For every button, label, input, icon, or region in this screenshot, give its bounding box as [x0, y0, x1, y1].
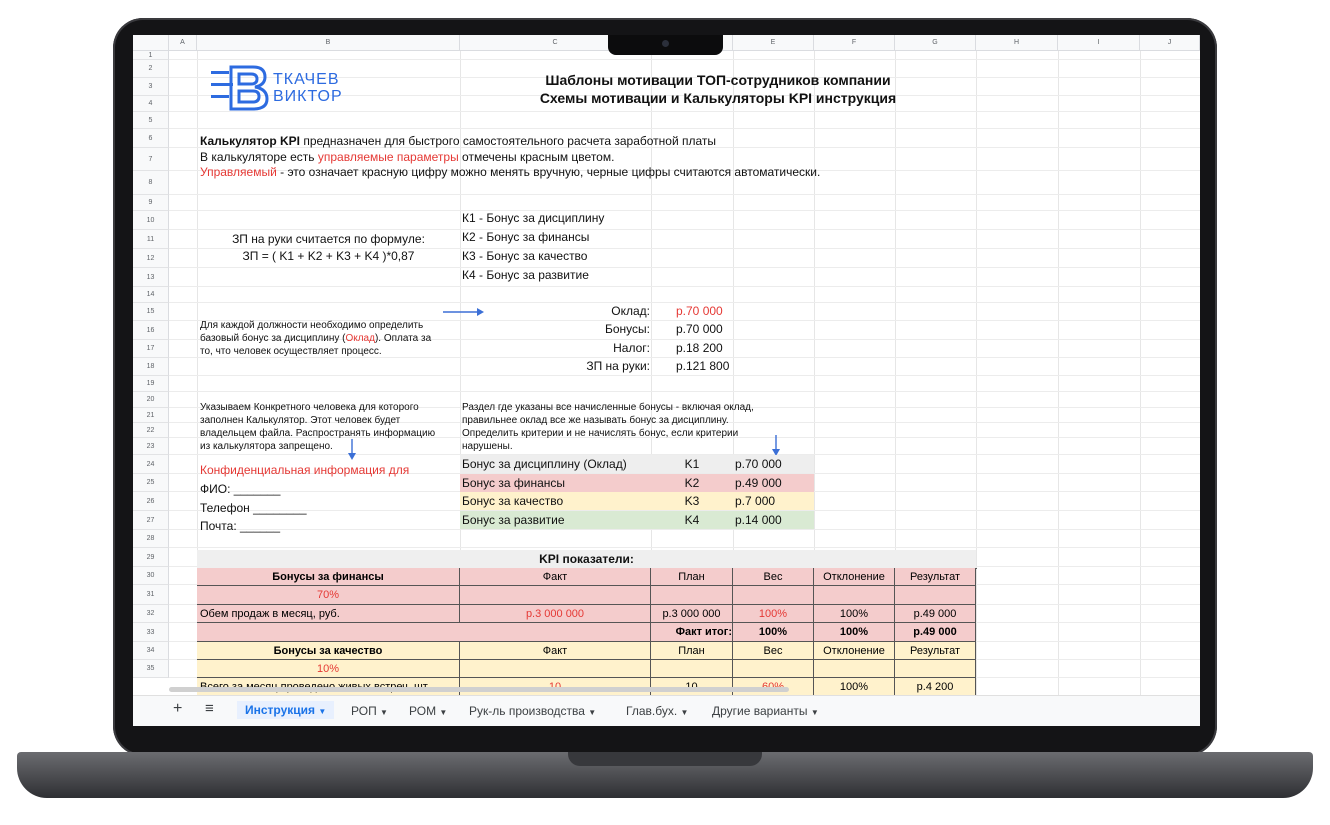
tab-label: РОП — [351, 704, 377, 718]
grid-line — [169, 529, 1200, 530]
note-base-text: ). Оплата за — [374, 333, 432, 344]
row-header[interactable]: 25 — [133, 474, 169, 492]
intro-text: - это означает красную цифру можно менять вручную, черные цифры считаются автоматически. — [276, 165, 821, 179]
row-header[interactable]: 6 — [133, 129, 169, 148]
camera-icon — [662, 40, 669, 47]
intro-text: предназначен для быстрого самостоятельного расчета заработной платы — [300, 134, 717, 148]
intro-line-2 — [200, 150, 614, 164]
note-person-line: из калькулятора запрещено. — [200, 441, 333, 452]
tab-label: Рук-ль производства — [469, 704, 585, 718]
finance-total-weight: 100% — [733, 623, 814, 642]
column-header-e[interactable]: E — [733, 35, 814, 51]
chevron-down-icon: ▼ — [380, 708, 388, 717]
chevron-down-icon: ▼ — [680, 708, 689, 717]
row-header[interactable]: 31 — [133, 585, 169, 605]
note-base-line — [200, 333, 431, 344]
quality-header: Бонусы за качество — [197, 642, 460, 660]
salary-label: Налог: — [613, 341, 650, 355]
intro-line-3 — [200, 165, 820, 179]
grid-line — [169, 286, 1200, 287]
column-header-f[interactable]: F — [814, 35, 895, 51]
finance-empty-cell — [460, 586, 651, 605]
note-section-line: правильнее оклад все же называть бонус за дисциплину. — [462, 415, 729, 426]
bonus-value[interactable]: р.14 000 — [735, 513, 782, 527]
finance-result: р.49 000 — [895, 605, 976, 623]
row-header[interactable]: 14 — [133, 287, 169, 303]
tab-label: Глав.бух. — [626, 704, 678, 718]
tab-production-head[interactable] — [469, 704, 596, 718]
grid-line — [169, 111, 1200, 112]
column-header-a[interactable]: A — [169, 35, 197, 51]
row-header[interactable]: 22 — [133, 423, 169, 438]
row-header[interactable]: 16 — [133, 321, 169, 340]
finance-weight[interactable]: 100% — [733, 605, 814, 623]
note-base-red: Оклад — [345, 333, 375, 344]
all-sheets-menu-icon[interactable]: ≡ — [205, 700, 214, 717]
grid-line — [169, 267, 1200, 268]
row-header[interactable]: 29 — [133, 548, 169, 567]
row-header[interactable]: 17 — [133, 340, 169, 358]
row-header[interactable]: 20 — [133, 392, 169, 408]
note-section-line: нарушены. — [462, 441, 513, 452]
row-header[interactable]: 27 — [133, 511, 169, 530]
bonus-name[interactable]: Бонус за развитие — [462, 513, 565, 527]
note-person-line: владельцем файла. Распространять информацию — [200, 428, 436, 439]
intro-text: отмечены красным цветом. — [458, 150, 615, 164]
row-header[interactable]: 1 — [133, 51, 169, 60]
salary-label: Бонусы: — [605, 322, 650, 336]
row-header[interactable]: 30 — [133, 567, 169, 585]
logo-text-line2: ВИКТОР — [273, 88, 343, 105]
finance-deviation: 100% — [814, 605, 895, 623]
quality-empty-cell — [651, 660, 733, 678]
logo-icon — [209, 63, 271, 113]
bonus-name[interactable]: Бонус за финансы — [462, 476, 566, 490]
column-header-j[interactable]: J — [1140, 35, 1200, 51]
row-header[interactable]: 8 — [133, 171, 169, 195]
bonus-k[interactable]: K2 — [684, 476, 700, 490]
chevron-down-icon: ▼ — [318, 707, 327, 716]
grid-line — [169, 210, 1200, 211]
row-header[interactable]: 35 — [133, 660, 169, 678]
finance-col-header: Факт — [460, 568, 651, 586]
bonus-name[interactable]: Бонус за качество — [462, 494, 564, 508]
logo-text-line1: ТКАЧЕВ — [273, 71, 340, 88]
kpi-title: KPI показатели: — [539, 552, 634, 566]
quality-col-header: План — [651, 642, 733, 660]
add-sheet-icon[interactable]: + — [173, 700, 183, 717]
bonus-k[interactable]: K1 — [684, 457, 700, 471]
finance-empty-cell — [733, 586, 814, 605]
row-header[interactable]: 24 — [133, 455, 169, 474]
row-header[interactable]: 21 — [133, 408, 169, 423]
quality-empty-cell — [895, 660, 976, 678]
row-header[interactable]: 28 — [133, 530, 169, 548]
finance-total-result: р.49 000 — [895, 623, 976, 642]
finance-col-header: Вес — [733, 568, 814, 586]
quality-empty-cell — [460, 660, 651, 678]
note-section-line: Раздел где указаны все начисленные бонусы - включая оклад, — [462, 402, 754, 413]
finance-fact[interactable]: р.3 000 000 — [460, 605, 651, 623]
finance-percent[interactable]: 70% — [197, 586, 460, 605]
tab-label: Другие варианты — [712, 704, 808, 718]
salary-value[interactable]: р.18 200 — [676, 341, 723, 355]
grid-line — [169, 194, 1200, 195]
formula-line2: ЗП = ( K1 + K2 + K3 + K4 )*0,87 — [242, 249, 415, 263]
row-header[interactable]: 33 — [133, 623, 169, 642]
intro-line-1 — [200, 134, 716, 148]
note-person-line: Указываем Конкретного человека для которого — [200, 402, 419, 413]
note-person-line: заполнен Калькулятор. Этот человек будет — [200, 415, 401, 426]
column-header-i[interactable]: I — [1058, 35, 1140, 51]
finance-total-label: Факт итог: — [651, 623, 733, 642]
column-header-h[interactable]: H — [976, 35, 1058, 51]
arrow-down-icon — [347, 439, 357, 461]
grid-line — [169, 547, 1200, 548]
confidential-title: Конфиденциальная информация для — [200, 463, 410, 477]
finance-empty-cell — [814, 586, 895, 605]
laptop-base-groove — [568, 752, 762, 766]
intro-text: В калькуляторе есть — [200, 150, 318, 164]
row-header[interactable]: 5 — [133, 112, 169, 129]
quality-percent[interactable]: 10% — [197, 660, 460, 678]
finance-plan: р.3 000 000 — [651, 605, 733, 623]
row-header[interactable]: 10 — [133, 211, 169, 230]
salary-label: Оклад: — [611, 304, 650, 318]
salary-value[interactable]: р.70 000 — [676, 322, 723, 336]
row-header[interactable]: 2 — [133, 60, 169, 78]
column-header-b[interactable]: B — [197, 35, 460, 51]
salary-label: ЗП на руки: — [586, 359, 650, 373]
k-list-item: К2 - Бонус за финансы — [462, 230, 590, 244]
page-title-line2: Схемы мотивации и Калькуляторы KPI инструкция — [539, 90, 897, 106]
fio-field[interactable]: ФИО: _______ — [200, 482, 281, 496]
row-header[interactable]: 26 — [133, 492, 169, 511]
tab-rop[interactable] — [351, 704, 388, 718]
quality-col-header: Результат — [895, 642, 976, 660]
quality-result: р.4 200 — [895, 678, 976, 696]
k-list-item: К1 - Бонус за дисциплину — [462, 211, 605, 225]
salary-value[interactable]: р.70 000 — [676, 304, 723, 318]
tab-other-options[interactable] — [712, 704, 819, 718]
row-header[interactable]: 9 — [133, 195, 169, 211]
row-header[interactable]: 23 — [133, 438, 169, 455]
intro-bold: Калькулятор KPI — [200, 134, 301, 148]
finance-total-bg — [197, 623, 651, 642]
row-header[interactable]: 11 — [133, 230, 169, 249]
k-list-item: К3 - Бонус за качество — [462, 249, 588, 263]
note-base-text: базовый бонус за дисциплину ( — [200, 333, 346, 344]
bonus-name[interactable]: Бонус за дисциплину (Оклад) — [462, 457, 627, 471]
row-header[interactable]: 18 — [133, 358, 169, 376]
bonus-value[interactable]: р.70 000 — [735, 457, 782, 471]
row-header[interactable]: 13 — [133, 268, 169, 287]
row-header[interactable]: 12 — [133, 249, 169, 268]
tab-instruction[interactable] — [237, 701, 334, 719]
spreadsheet-screen — [133, 35, 1200, 726]
chevron-down-icon: ▼ — [439, 708, 448, 717]
arrow-down-icon — [771, 435, 781, 457]
note-section-line: Определить критерии и не начислять бонус, если критерии — [462, 428, 739, 439]
quality-empty-cell — [814, 660, 895, 678]
row-header[interactable]: 4 — [133, 96, 169, 112]
tab-chief-accountant[interactable] — [626, 704, 688, 718]
horizontal-scrollbar[interactable] — [169, 687, 789, 692]
grid-line — [169, 302, 1200, 303]
bonus-value[interactable]: р.7 000 — [735, 494, 776, 508]
grid-line — [169, 375, 1200, 376]
salary-value[interactable]: р.121 800 — [676, 359, 730, 373]
row-header[interactable]: 7 — [133, 148, 169, 171]
row-header[interactable]: 19 — [133, 376, 169, 392]
intro-red-text: Управляемый — [200, 165, 277, 179]
k-list-item: К4 - Бонус за развитие — [462, 268, 589, 282]
note-base-line: то, что человек осуществляет процесс. — [200, 346, 382, 357]
finance-empty-cell — [895, 586, 976, 605]
note-base-line: Для каждой должности необходимо определить — [200, 320, 424, 331]
bonus-k[interactable]: K3 — [684, 494, 700, 508]
sheet-tab-bar — [133, 695, 1200, 726]
row-header[interactable]: 34 — [133, 642, 169, 660]
formula-line1: ЗП на руки считается по формуле: — [232, 232, 425, 246]
row-header[interactable]: 15 — [133, 303, 169, 321]
chevron-down-icon: ▼ — [810, 708, 819, 717]
tab-label: Инструкция — [245, 703, 316, 717]
bonus-value[interactable]: р.49 000 — [735, 476, 782, 490]
grid-line — [169, 128, 1200, 129]
quality-deviation: 100% — [814, 678, 895, 696]
finance-metric-name: Обем продаж в месяц, руб. — [197, 605, 460, 623]
grid-line — [169, 229, 1200, 230]
phone-field[interactable]: Телефон ________ — [200, 501, 307, 515]
finance-col-header: План — [651, 568, 733, 586]
finance-empty-cell — [651, 586, 733, 605]
quality-col-header: Вес — [733, 642, 814, 660]
intro-red-text: управляемые параметры — [317, 150, 459, 164]
grid-line — [169, 59, 1200, 60]
tab-label: РОМ — [409, 704, 437, 718]
quality-empty-cell — [733, 660, 814, 678]
grid-line — [169, 391, 1200, 392]
corner-cell[interactable] — [133, 35, 169, 51]
column-header-g[interactable]: G — [895, 35, 976, 51]
quality-col-header: Отклонение — [814, 642, 895, 660]
finance-col-header: Результат — [895, 568, 976, 586]
quality-col-header: Факт — [460, 642, 651, 660]
column-header-c[interactable]: C — [460, 35, 651, 51]
grid-line — [169, 357, 1200, 358]
finance-col-header: Отклонение — [814, 568, 895, 586]
bonus-k[interactable]: K4 — [684, 513, 700, 527]
page-title-line1: Шаблоны мотивации ТОП-сотрудников компании — [545, 72, 891, 88]
finance-total-deviation: 100% — [814, 623, 895, 642]
row-header[interactable]: 32 — [133, 605, 169, 623]
mail-field[interactable]: Почта: ______ — [200, 519, 281, 533]
finance-header: Бонусы за финансы — [197, 568, 460, 586]
chevron-down-icon: ▼ — [588, 708, 597, 717]
tab-rom[interactable] — [409, 704, 447, 718]
row-header[interactable]: 3 — [133, 78, 169, 96]
